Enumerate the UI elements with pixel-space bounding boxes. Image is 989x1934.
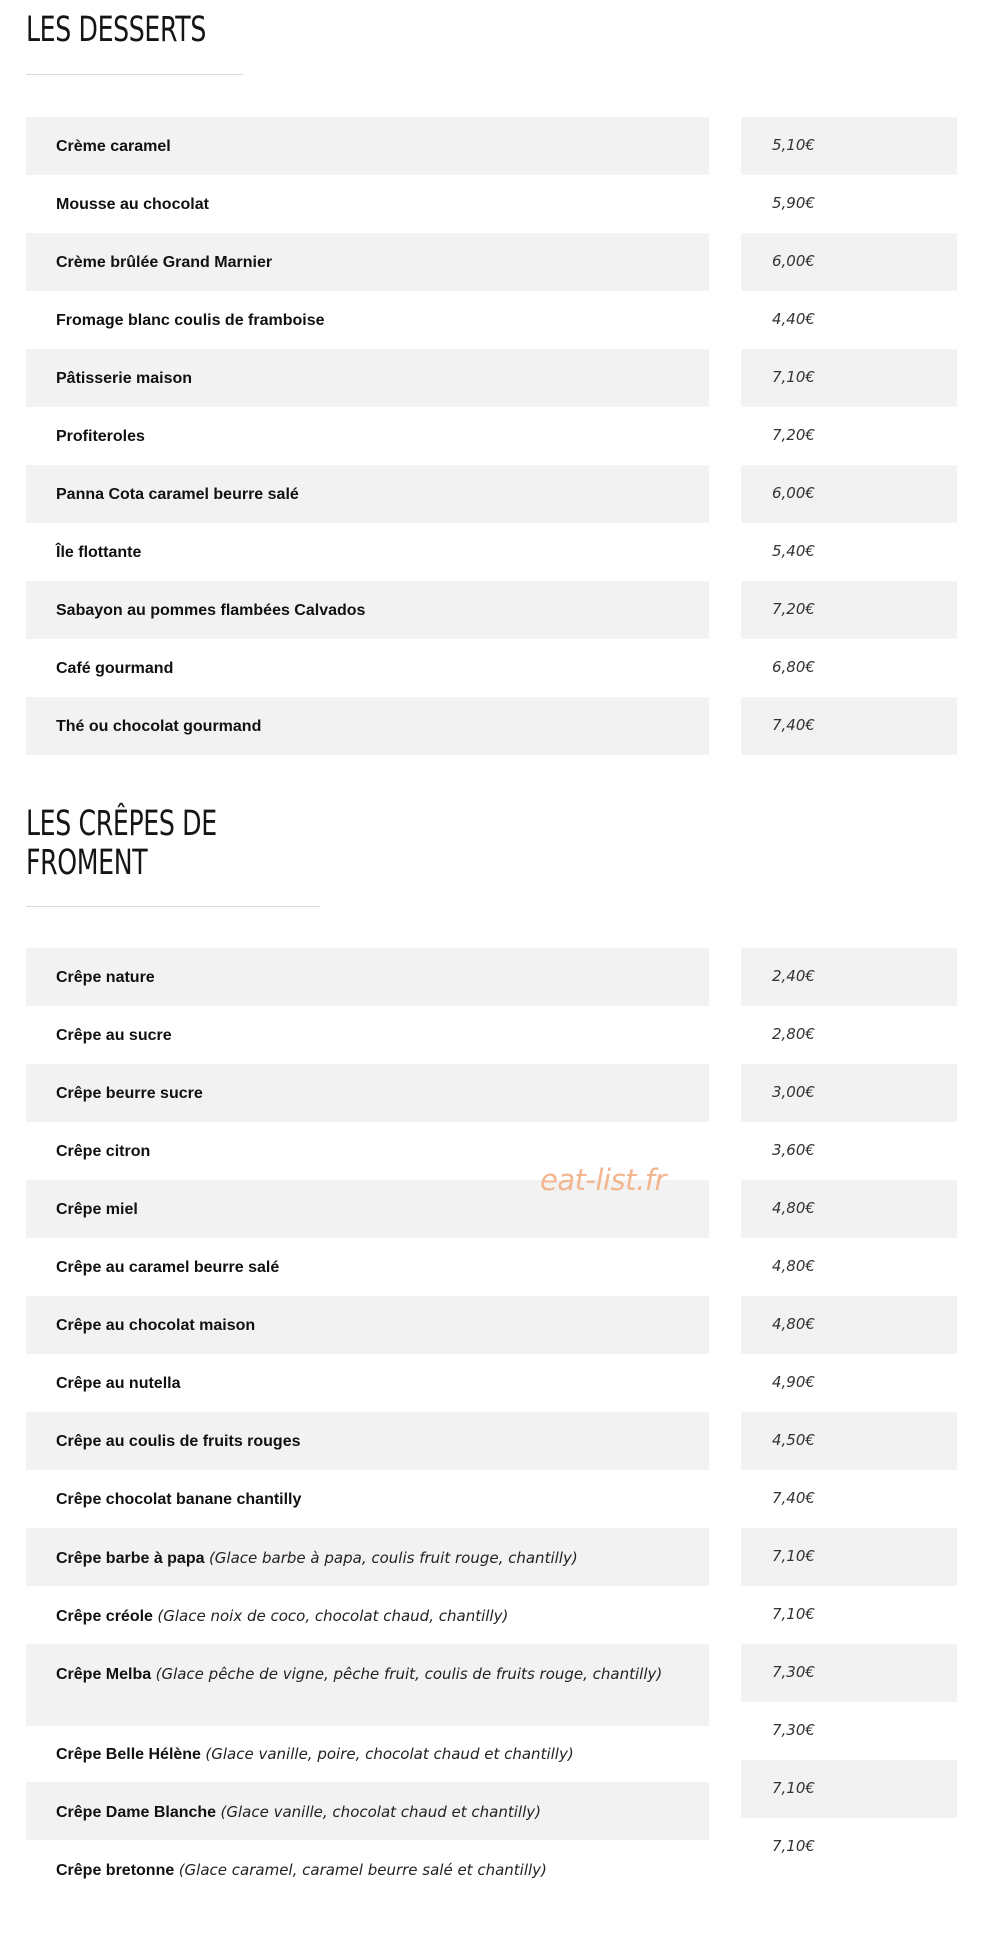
menu-item-price-cell (741, 465, 957, 523)
menu-item-name: Crêpe au nutella (56, 1375, 181, 1392)
menu-row (0, 233, 989, 291)
menu-item-name: Crêpe au sucre (56, 1027, 172, 1044)
menu-item-description: (Glace vanille, chocolat chaud et chantilly) (220, 1803, 541, 1821)
menu-item-description: (Glace pêche de vigne, pêche fruit, coulis de fruits rouge, chantilly) (155, 1665, 663, 1683)
menu-item-price-cell (741, 523, 957, 581)
menu-item-price-cell (741, 233, 957, 291)
menu-item-price-cell (741, 1064, 957, 1122)
menu-item-price-cell (741, 948, 957, 1006)
menu-item-description: (Glace caramel, caramel beurre salé et chantilly) (178, 1861, 547, 1879)
menu-item-price-cell (741, 1006, 957, 1064)
menu-item-name: Café gourmand (56, 660, 174, 677)
menu-item-name-cell (26, 1586, 709, 1644)
menu-item-name-cell (26, 291, 709, 349)
menu-item-price: 7,30€ (772, 1721, 815, 1739)
menu-item-name-cell (26, 1782, 709, 1840)
menu-item-description: (Glace barbe à papa, coulis fruit rouge, chantilly) (208, 1549, 578, 1567)
menu-item-price-cell (741, 1470, 957, 1528)
menu-item-name: Crêpe créole (56, 1608, 153, 1625)
menu-row (0, 349, 989, 407)
menu-item-price: 4,90€ (772, 1373, 815, 1391)
menu-row (0, 1354, 989, 1412)
menu-item-name-cell (26, 948, 709, 1006)
crepes-section-title-line1: LES CRÊPES DE (26, 804, 217, 844)
menu-row (0, 407, 989, 465)
menu-item-price: 7,40€ (772, 716, 815, 734)
menu-item-price-cell (741, 1354, 957, 1412)
menu-item-name-cell (26, 639, 709, 697)
menu-row (0, 1180, 989, 1238)
menu-item-price: 7,10€ (772, 1547, 815, 1565)
menu-item-price: 3,60€ (772, 1141, 815, 1159)
menu-item-name: Crêpe Melba (56, 1666, 152, 1683)
desserts-section-title: LES DESSERTS (26, 10, 206, 50)
menu-item-price: 7,20€ (772, 426, 815, 444)
menu-item-name: Crêpe citron (56, 1143, 151, 1160)
menu-row (0, 1296, 989, 1354)
menu-item-price: 7,20€ (772, 600, 815, 618)
menu-item-name: Crêpe au chocolat maison (56, 1317, 256, 1334)
menu-row (0, 1006, 989, 1064)
menu-item-name-cell (26, 581, 709, 639)
menu-item-name: Crêpe Belle Hélène (56, 1746, 201, 1763)
menu-item-price: 3,00€ (772, 1083, 815, 1101)
menu-item-price: 7,10€ (772, 368, 815, 386)
menu-item-name: Profiteroles (56, 428, 145, 445)
menu-item-name-cell (26, 175, 709, 233)
menu-item-name-cell (26, 697, 709, 755)
menu-item-name-cell (26, 1296, 709, 1354)
menu-item-price-cell (741, 1528, 957, 1586)
menu-item-price: 7,10€ (772, 1605, 815, 1623)
watermark-text: eat-list.fr (540, 1163, 666, 1197)
menu-item-price-cell (741, 1412, 957, 1470)
menu-item-price: 7,40€ (772, 1489, 815, 1507)
menu-row (0, 1528, 989, 1586)
desserts-title-divider (26, 74, 243, 75)
menu-item-price-cell (741, 639, 957, 697)
menu-item-price: 4,80€ (772, 1199, 815, 1217)
menu-item-price-cell (741, 1586, 957, 1644)
menu-item-name: Fromage blanc coulis de framboise (56, 312, 325, 329)
menu-item-price: 5,40€ (772, 542, 815, 560)
menu-item-price: 5,90€ (772, 194, 815, 212)
menu-item-name: Crêpe au caramel beurre salé (56, 1259, 280, 1276)
menu-item-description: (Glace vanille, poire, chocolat chaud et chantilly) (205, 1745, 574, 1763)
menu-item-description: (Glace noix de coco, chocolat chaud, chantilly) (157, 1607, 509, 1625)
menu-item-name-cell (26, 1006, 709, 1064)
menu-item-price-cell (741, 581, 957, 639)
menu-row (0, 1586, 989, 1644)
menu-item-price-cell (741, 1760, 957, 1818)
menu-item-name-cell (26, 1644, 709, 1726)
menu-row (0, 1412, 989, 1470)
menu-item-name-cell (26, 523, 709, 581)
menu-item-name-cell (26, 1238, 709, 1296)
menu-item-name-cell (26, 1726, 709, 1782)
menu-item-price-cell (741, 1238, 957, 1296)
menu-item-name: Mousse au chocolat (56, 196, 209, 213)
menu-item-price-cell (741, 1180, 957, 1238)
menu-row (0, 697, 989, 755)
menu-item-price-cell (741, 1296, 957, 1354)
menu-item-name-cell (26, 117, 709, 175)
menu-item-price-cell (741, 1122, 957, 1180)
menu-item-name-cell (26, 233, 709, 291)
menu-row (0, 523, 989, 581)
menu-item-name-cell (26, 407, 709, 465)
menu-item-price: 6,80€ (772, 658, 815, 676)
menu-item-name: Crème brûlée Grand Marnier (56, 254, 273, 271)
crepes-title-divider (26, 906, 320, 907)
menu-row (0, 1238, 989, 1296)
menu-item-name: Crêpe beurre sucre (56, 1085, 203, 1102)
menu-item-name: Crêpe barbe à papa (56, 1550, 205, 1567)
crepes-section-title-line2: FROMENT (26, 843, 148, 883)
menu-item-name: Pâtisserie maison (56, 370, 193, 387)
menu-row (0, 1122, 989, 1180)
menu-item-price-cell (741, 697, 957, 755)
menu-item-price: 6,00€ (772, 484, 815, 502)
menu-item-name: Thé ou chocolat gourmand (56, 718, 262, 735)
menu-item-name: Crêpe au coulis de fruits rouges (56, 1433, 301, 1450)
menu-item-price-cell (741, 117, 957, 175)
menu-item-name-cell (26, 1528, 709, 1586)
menu-item-price: 7,10€ (772, 1779, 815, 1797)
menu-item-price-cell (741, 1702, 957, 1760)
menu-item-price: 4,40€ (772, 310, 815, 328)
menu-row (0, 291, 989, 349)
menu-item-price: 6,00€ (772, 252, 815, 270)
menu-item-price-cell (741, 349, 957, 407)
menu-item-name: Crêpe Dame Blanche (56, 1804, 217, 1821)
menu-item-name: Crêpe miel (56, 1201, 138, 1218)
menu-row (0, 948, 989, 1006)
menu-item-name-cell (26, 1840, 709, 1898)
menu-item-name: Île flottante (56, 544, 142, 561)
menu-item-price-cell (741, 291, 957, 349)
menu-item-price: 7,30€ (772, 1663, 815, 1681)
menu-item-price-cell (741, 175, 957, 233)
menu-item-price-cell (741, 1644, 957, 1702)
crepes-section-title (26, 805, 217, 883)
menu-item-name-cell (26, 1354, 709, 1412)
menu-item-price: 5,10€ (772, 136, 815, 154)
menu-row (0, 1470, 989, 1528)
menu-item-name-cell (26, 465, 709, 523)
menu-item-name-cell (26, 349, 709, 407)
menu-item-price-cell (741, 1818, 957, 1876)
menu-item-price: 4,80€ (772, 1315, 815, 1333)
menu-row (0, 639, 989, 697)
menu-item-name-cell (26, 1412, 709, 1470)
menu-item-price-cell (741, 407, 957, 465)
menu-row (0, 175, 989, 233)
menu-item-name: Crème caramel (56, 138, 171, 155)
menu-item-name-cell (26, 1064, 709, 1122)
menu-item-name-cell (26, 1470, 709, 1528)
menu-item-name: Crêpe bretonne (56, 1862, 175, 1879)
menu-item-name: Crêpe nature (56, 969, 155, 986)
menu-row (0, 117, 989, 175)
menu-row (0, 465, 989, 523)
menu-row (0, 581, 989, 639)
menu-item-price: 4,80€ (772, 1257, 815, 1275)
menu-row (0, 1064, 989, 1122)
menu-item-price: 2,80€ (772, 1025, 815, 1043)
menu-item-price: 7,10€ (772, 1837, 815, 1855)
menu-row (0, 1837, 989, 1898)
menu-item-name: Crêpe chocolat banane chantilly (56, 1491, 302, 1508)
menu-item-price: 2,40€ (772, 967, 815, 985)
menu-item-price: 4,50€ (772, 1431, 815, 1449)
menu-item-name: Panna Cota caramel beurre salé (56, 486, 299, 503)
menu-item-name: Sabayon au pommes flambées Calvados (56, 602, 366, 619)
